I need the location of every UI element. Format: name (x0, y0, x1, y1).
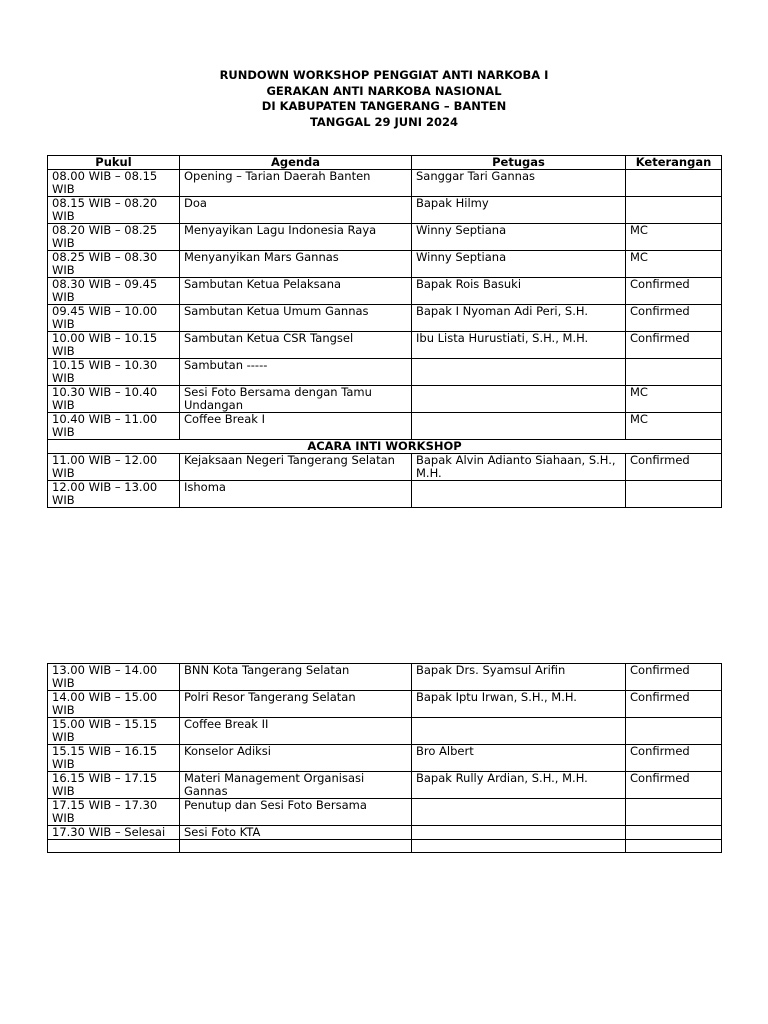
cell-petugas: Ibu Lista Hurustiati, S.H., M.H. (412, 332, 626, 359)
cell-keterangan (626, 826, 722, 840)
cell-keterangan: Confirmed (626, 454, 722, 481)
cell-pukul: 10.30 WIB – 10.40 WIB (48, 386, 180, 413)
table-row (48, 305, 722, 332)
cell-agenda: Konselor Adiksi (180, 745, 412, 772)
cell-petugas: Winny Septiana (412, 224, 626, 251)
cell-pukul: 16.15 WIB – 17.15 WIB (48, 772, 180, 799)
table-row (48, 454, 722, 481)
empty-cell (180, 840, 412, 853)
cell-keterangan (626, 359, 722, 386)
cell-petugas (412, 799, 626, 826)
cell-keterangan: MC (626, 386, 722, 413)
header-petugas: Petugas (412, 156, 626, 170)
cell-keterangan: Confirmed (626, 772, 722, 799)
cell-petugas: Bro Albert (412, 745, 626, 772)
table-row (48, 359, 722, 386)
table-body-core (48, 454, 722, 508)
table-row (48, 745, 722, 772)
cell-petugas (412, 718, 626, 745)
cell-agenda: Doa (180, 197, 412, 224)
cell-agenda: Coffee Break I (180, 413, 412, 440)
cell-pukul: 17.15 WIB – 17.30 WIB (48, 799, 180, 826)
cell-petugas (412, 386, 626, 413)
cell-keterangan (626, 718, 722, 745)
cell-pukul: 08.00 WIB – 08.15 WIB (48, 170, 180, 197)
cell-pukul: 15.15 WIB – 16.15 WIB (48, 745, 180, 772)
table-row (48, 826, 722, 840)
table-row (48, 691, 722, 718)
schedule-table-page-2 (47, 663, 722, 853)
cell-keterangan (626, 481, 722, 508)
cell-keterangan (626, 170, 722, 197)
cell-pukul: 09.45 WIB – 10.00 WIB (48, 305, 180, 332)
cell-keterangan: Confirmed (626, 691, 722, 718)
cell-agenda: Menyayikan Lagu Indonesia Raya (180, 224, 412, 251)
cell-petugas: Bapak Alvin Adianto Siahaan, S.H., M.H. (412, 454, 626, 481)
empty-cell (626, 840, 722, 853)
cell-pukul: 13.00 WIB – 14.00 WIB (48, 664, 180, 691)
cell-pukul: 08.20 WIB – 08.25 WIB (48, 224, 180, 251)
cell-agenda: Sambutan Ketua Umum Gannas (180, 305, 412, 332)
table-row (48, 481, 722, 508)
cell-keterangan: MC (626, 251, 722, 278)
cell-agenda: BNN Kota Tangerang Selatan (180, 664, 412, 691)
cell-agenda: Coffee Break II (180, 718, 412, 745)
schedule-table-page-1 (47, 155, 722, 508)
cell-pukul: 08.15 WIB – 08.20 WIB (48, 197, 180, 224)
empty-row (48, 840, 722, 853)
cell-agenda: Opening – Tarian Daerah Banten (180, 170, 412, 197)
cell-agenda: Ishoma (180, 481, 412, 508)
cell-agenda: Penutup dan Sesi Foto Bersama (180, 799, 412, 826)
table-row (48, 718, 722, 745)
cell-pukul: 08.25 WIB – 08.30 WIB (48, 251, 180, 278)
title-line-3: DI KABUPATEN TANGERANG – BANTEN (261, 99, 507, 113)
cell-pukul: 08.30 WIB – 09.45 WIB (48, 278, 180, 305)
cell-agenda: Sesi Foto Bersama dengan Tamu Undangan (180, 386, 412, 413)
empty-cell (412, 840, 626, 853)
cell-petugas: Bapak Drs. Syamsul Arifin (412, 664, 626, 691)
cell-petugas: Winny Septiana (412, 251, 626, 278)
cell-agenda: Menyanyikan Mars Gannas (180, 251, 412, 278)
table-row (48, 799, 722, 826)
title-line-2: GERAKAN ANTI NARKOBA NASIONAL (266, 83, 502, 98)
table-row (48, 664, 722, 691)
cell-pukul: 14.00 WIB – 15.00 WIB (48, 691, 180, 718)
cell-petugas (412, 413, 626, 440)
table-row (48, 772, 722, 799)
table-header-row (48, 156, 722, 170)
table-row (48, 251, 722, 278)
cell-agenda: Sambutan ----- (180, 359, 412, 386)
title-line-1: RUNDOWN WORKSHOP PENGGIAT ANTI NARKOBA I (219, 68, 549, 82)
cell-pukul: 11.00 WIB – 12.00 WIB (48, 454, 180, 481)
section-row (48, 440, 722, 454)
cell-keterangan: Confirmed (626, 305, 722, 332)
cell-pukul: 10.00 WIB – 10.15 WIB (48, 332, 180, 359)
cell-keterangan (626, 197, 722, 224)
cell-petugas: Bapak Hilmy (412, 197, 626, 224)
cell-agenda: Kejaksaan Negeri Tangerang Selatan (180, 454, 412, 481)
section-title: ACARA INTI WORKSHOP (48, 440, 722, 454)
cell-keterangan: Confirmed (626, 745, 722, 772)
cell-keterangan (626, 799, 722, 826)
table-row (48, 170, 722, 197)
cell-keterangan: MC (626, 224, 722, 251)
header-keterangan: Keterangan (626, 156, 722, 170)
cell-petugas: Sanggar Tari Gannas (412, 170, 626, 197)
cell-agenda: Sambutan Ketua CSR Tangsel (180, 332, 412, 359)
table-body-opening (48, 170, 722, 440)
table-row (48, 413, 722, 440)
document-title (0, 68, 768, 130)
cell-pukul: 17.30 WIB – Selesai (48, 826, 180, 840)
table-row (48, 197, 722, 224)
cell-petugas (412, 359, 626, 386)
cell-keterangan: MC (626, 413, 722, 440)
cell-agenda: Sambutan Ketua Pelaksana (180, 278, 412, 305)
cell-petugas: Bapak Rois Basuki (412, 278, 626, 305)
cell-agenda: Materi Management Organisasi Gannas (180, 772, 412, 799)
cell-petugas: Bapak Iptu Irwan, S.H., M.H. (412, 691, 626, 718)
cell-keterangan: Confirmed (626, 278, 722, 305)
table-row (48, 224, 722, 251)
cell-petugas (412, 481, 626, 508)
table-row (48, 332, 722, 359)
header-agenda: Agenda (180, 156, 412, 170)
cell-agenda: Polri Resor Tangerang Selatan (180, 691, 412, 718)
cell-agenda: Sesi Foto KTA (180, 826, 412, 840)
cell-keterangan: Confirmed (626, 332, 722, 359)
table-body-afternoon (48, 664, 722, 840)
cell-petugas: Bapak I Nyoman Adi Peri, S.H. (412, 305, 626, 332)
cell-pukul: 15.00 WIB – 15.15 WIB (48, 718, 180, 745)
title-line-4: TANGGAL 29 JUNI 2024 (309, 114, 459, 129)
table-row (48, 278, 722, 305)
cell-pukul: 10.40 WIB – 11.00 WIB (48, 413, 180, 440)
cell-petugas: Bapak Rully Ardian, S.H., M.H. (412, 772, 626, 799)
table-row (48, 386, 722, 413)
cell-keterangan: Confirmed (626, 664, 722, 691)
empty-cell (48, 840, 180, 853)
cell-pukul: 12.00 WIB – 13.00 WIB (48, 481, 180, 508)
cell-pukul: 10.15 WIB – 10.30 WIB (48, 359, 180, 386)
cell-petugas (412, 826, 626, 840)
header-pukul: Pukul (48, 156, 180, 170)
